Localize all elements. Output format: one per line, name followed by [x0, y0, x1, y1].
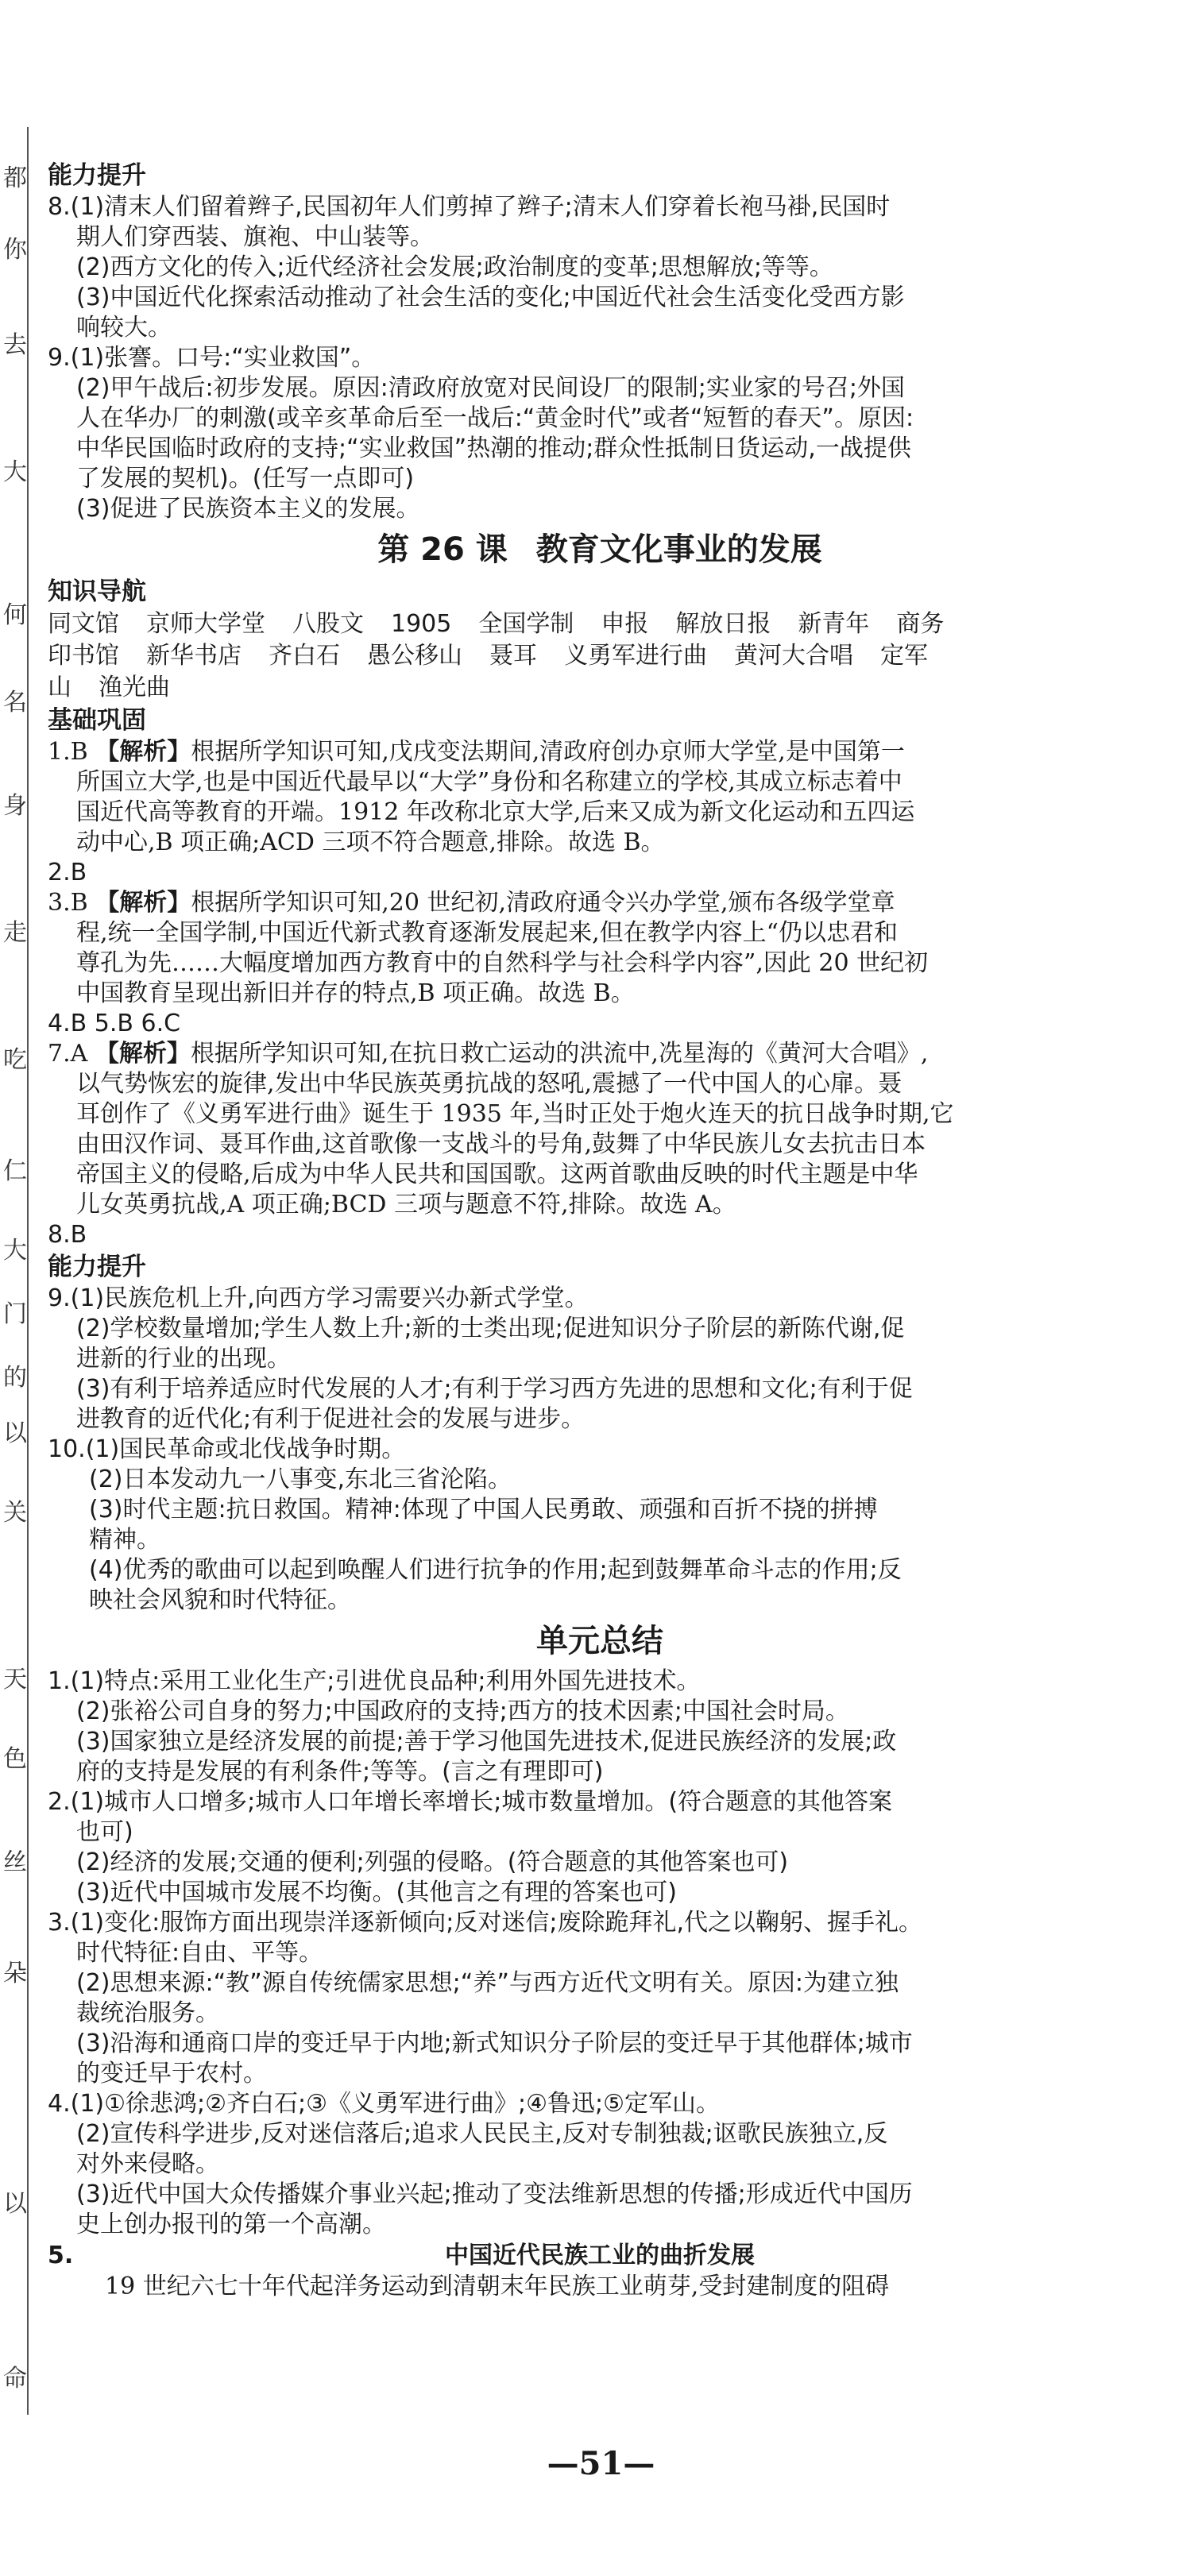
answer-line: 响较大。: [76, 314, 172, 342]
answer-line: (2)甲午战后:初步发展。原因:清政府放宽对民间设厂的限制;实业家的号召;外国: [76, 374, 905, 402]
answer-line: 由田汉作词、聂耳作曲,这首歌像一支战斗的号角,鼓舞了中华民族儿女去抗击日本: [76, 1130, 926, 1158]
answer-2: 2.B: [48, 859, 87, 886]
answer-line: 9.(1)张謇。口号:“实业救国”。: [48, 344, 376, 372]
answer-line: 儿女英勇抗战,A 项正确;BCD 三项与题意不符,排除。故选 A。: [76, 1191, 736, 1218]
vocab-term: 义勇军进行曲: [564, 642, 707, 670]
binding-glyph: 身: [3, 792, 27, 820]
vocab-term: 新青年: [798, 610, 870, 638]
vocab-term: 京师大学堂: [146, 610, 265, 638]
answer-line: 1.(1)特点:采用工业化生产;引进优良品种;利用外国先进技术。: [48, 1667, 701, 1695]
page-number: —51—: [547, 2445, 655, 2482]
vocab-row: [48, 640, 1152, 672]
answer-line: (2)日本发动九一八事变,东北三省沦陷。: [89, 1466, 512, 1493]
answer-line: 8.(1)清末人们留着辫子,民国初年人们剪掉了辫子;清末人们穿着长袍马褂,民国时: [48, 193, 891, 221]
answer-line: (2)经济的发展;交通的便利;列强的侵略。(符合题意的其他答案也可): [76, 1848, 789, 1876]
lesson-name: 教育文化事业的发展: [535, 531, 822, 568]
binding-glyph: 仁: [3, 1157, 27, 1185]
vocab-row: [48, 608, 1152, 640]
analysis-tag: 【解析】: [95, 889, 191, 917]
binding-glyph: 丝: [3, 1848, 27, 1876]
answer-line: 程,统一全国学制,中国近代新式教育逐渐发展起来,但在教学内容上“仍以忠君和: [76, 919, 898, 947]
vocab-term: 八股文: [292, 610, 364, 638]
answer-line: 9.(1)民族危机上升,向西方学习需要兴办新式学堂。: [48, 1284, 589, 1312]
essay-title: 中国近代民族工业的曲折发展: [445, 2242, 755, 2269]
answer-line: 国近代高等教育的开端。1912 年改称北京大学,后来又成为新文化运动和五四运: [76, 798, 915, 826]
vocab-term: 山: [48, 674, 72, 701]
vocab-term: 全国学制: [478, 610, 574, 638]
answer-line: (3)时代主题:抗日救国。精神:体现了中国人民勇敢、顽强和百折不挠的拼搏: [89, 1496, 878, 1524]
answer-line: 以气势恢宏的旋律,发出中华民族英勇抗战的怒吼,震撼了一代中国人的心扉。聂: [76, 1070, 902, 1098]
answer-line: (3)有利于培养适应时代发展的人才;有利于学习西方先进的思想和文化;有利于促: [76, 1375, 913, 1403]
summary-1: [48, 1666, 1152, 1787]
binding-glyph: 以: [3, 2190, 27, 2218]
answer-line: (3)近代中国大众传播媒介事业兴起;推动了变法维新思想的传播;形成近代中国历: [76, 2180, 913, 2208]
answer-line: (2)宣传科学进步,反对迷信落后;追求人民民主,反对专制独裁;讴歌民族独立,反: [76, 2120, 888, 2148]
binding-glyph: 大: [3, 458, 27, 486]
vocab-term: 愚公移山: [367, 642, 462, 670]
section-heading-knowledge: 知识导航: [48, 577, 146, 606]
binding-glyph: 去: [3, 331, 27, 359]
answer-line: 府的支持是发展的有利条件;等等。(言之有理即可): [76, 1758, 604, 1786]
answer-9: [48, 343, 1152, 524]
answer-line: 4.(1)①徐悲鸿;②齐白石;③《义勇军进行曲》;④鲁迅;⑤定军山。: [48, 2090, 721, 2118]
answer-line: 精神。: [89, 1526, 160, 1554]
answer-line: 耳创作了《义勇军进行曲》诞生于 1935 年,当时正处于炮火连天的抗日战争时期,它: [76, 1100, 954, 1128]
answer-line: (3)国家独立是经济发展的前提;善于学习他国先进技术,促进民族经济的发展;政: [76, 1728, 897, 1755]
section-heading-ability-2: 能力提升: [48, 1253, 146, 1281]
binding-glyph: 关: [3, 1499, 27, 1527]
answer-10: [48, 1435, 1152, 1616]
answer-line: 10.(1)国民革命或北伐战争时期。: [48, 1435, 406, 1463]
answer-line: 进教育的近代化;有利于促进社会的发展与进步。: [76, 1405, 586, 1433]
answer-line: (3)沿海和通商口岸的变迁早于内地;新式知识分子阶层的变迁早于其他群体;城市: [76, 2030, 913, 2057]
vocab-row: [48, 672, 1152, 704]
answer-8b: 8.B: [48, 1221, 87, 1249]
answer-line: 3.B 【解析】根据所学知识可知,20 世纪初,清政府通令兴办学堂,颁布各级学堂章: [48, 889, 895, 917]
binding-glyph: 大: [3, 1237, 27, 1265]
answer-line: 动中心,B 项正确;ACD 三项不符合题意,排除。故选 B。: [76, 828, 665, 856]
answer-4-5-6: 4.B 5.B 6.C: [48, 1010, 181, 1037]
binding-glyph: 命: [3, 2365, 27, 2393]
answer-9b: [48, 1284, 1152, 1435]
vocab-term: 新华书店: [146, 642, 242, 670]
answer-3: [48, 888, 1152, 1009]
answer-line: 1.B 【解析】根据所学知识可知,戊戌变法期间,清政府创办京师大学堂,是中国第一: [48, 738, 905, 766]
answer-line: (3)近代中国城市发展不均衡。(其他言之有理的答案也可): [76, 1879, 677, 1906]
answer-line: 时代特征:自由、平等。: [76, 1939, 323, 1967]
answer-line: (3)中国近代化探索活动推动了社会生活的变化;中国近代社会生活变化受西方影: [76, 284, 905, 311]
vocab-term: 渔光曲: [99, 674, 170, 701]
answer-line: (2)学校数量增加;学生人数上升;新的士类出现;促进知识分子阶层的新陈代谢,促: [76, 1315, 905, 1342]
answer-line: 中华民国临时政府的支持;“实业救国”热潮的推动;群众性抵制日货运动,一战提供: [76, 434, 911, 462]
answer-line: (2)思想来源:“教”源自传统儒家思想;“养”与西方近代文明有关。原因:为建立独: [76, 1969, 899, 1997]
answer-line: 的变迁早于农村。: [76, 2060, 267, 2087]
binding-glyph: 你: [3, 236, 27, 264]
summary-5-heading: [48, 2240, 1152, 2272]
answer-line: 裁统治服务。: [76, 1999, 219, 2027]
binding-glyph: 天: [3, 1666, 27, 1694]
binding-glyph: 走: [3, 919, 27, 947]
binding-glyph: 色: [3, 1745, 27, 1773]
unit-summary-title: 单元总结: [536, 1623, 663, 1659]
page-content: [48, 159, 1152, 2302]
analysis-tag: 【解析】: [95, 1040, 191, 1068]
vocab-term: 申报: [601, 610, 649, 638]
answer-1: [48, 737, 1152, 858]
vocab-term: 商务: [896, 610, 945, 638]
binding-margin: [0, 127, 29, 2415]
answer-line: 7.A 【解析】根据所学知识可知,在抗日救亡运动的洪流中,冼星海的《黄河大合唱》,: [48, 1040, 929, 1068]
answer-line: 进新的行业的出现。: [76, 1345, 291, 1373]
summary-3: [48, 1908, 1152, 2089]
answer-line: 期人们穿西装、旗袍、中山装等。: [76, 223, 434, 251]
binding-glyph: 吃: [3, 1046, 27, 1074]
summary-4: [48, 2089, 1152, 2240]
answer-line: 中国教育呈现出新旧并存的特点,B 项正确。故选 B。: [76, 979, 635, 1007]
vocab-term: 解放日报: [675, 610, 771, 638]
binding-glyph: 何: [3, 601, 27, 629]
answer-7: [48, 1039, 1152, 1220]
vocab-term: 聂耳: [489, 642, 537, 670]
analysis-tag: 【解析】: [95, 738, 191, 766]
vocab-term: 同文馆: [48, 610, 119, 638]
vocab-term: 黄河大合唱: [734, 642, 853, 670]
answer-line: 2.(1)城市人口增多;城市人口年增长率增长;城市数量增加。(符合题意的其他答案: [48, 1788, 893, 1816]
answer-line: 史上创办报刊的第一个高潮。: [76, 2211, 386, 2238]
answer-line: 也可): [76, 1818, 133, 1846]
summary-2: [48, 1787, 1152, 1908]
vocab-term: 定军: [880, 642, 928, 670]
answer-line: 帝国主义的侵略,后成为中华人民共和国国歌。这两首歌曲反映的时代主题是中华: [76, 1161, 918, 1188]
essay-text: 19 世纪六七十年代起洋务运动到清朝末年民族工业萌芽,受封建制度的阻碍: [105, 2273, 890, 2300]
answer-line: 对外来侵略。: [76, 2150, 219, 2178]
answer-8: [48, 192, 1152, 343]
binding-glyph: 都: [3, 164, 27, 192]
answer-line: (3)促进了民族资本主义的发展。: [76, 495, 420, 523]
answer-line: (2)张裕公司自身的努力;中国政府的支持;西方的技术因素;中国社会时局。: [76, 1697, 849, 1725]
lesson-number: 第 26 课: [377, 531, 508, 568]
answer-line: (4)优秀的歌曲可以起到唤醒人们进行抗争的作用;起到鼓舞革命斗志的作用;反: [89, 1556, 902, 1584]
lesson-title: [48, 524, 1152, 575]
summary-5-number: 5.: [48, 2242, 74, 2269]
binding-glyph: 以: [3, 1419, 27, 1447]
binding-glyph: 的: [3, 1364, 27, 1392]
vocab-term: 印书馆: [48, 642, 119, 670]
answer-line: 所国立大学,也是中国近代最早以“大学”身份和名称建立的学校,其成立标志着中: [76, 768, 902, 796]
answer-line: 尊孔为先……大幅度增加西方教育中的自然科学与社会科学内容”,因此 20 世纪初: [76, 949, 929, 977]
answer-line: 了发展的契机)。(任写一点即可): [76, 465, 415, 492]
binding-glyph: 朵: [3, 1960, 27, 1987]
binding-glyph: 名: [3, 689, 27, 716]
vocab-term: 1905: [391, 610, 452, 638]
section-heading-ability-1: 能力提升: [48, 161, 146, 190]
vocab-term: 齐白石: [269, 642, 340, 670]
answer-line: 映社会风貌和时代特征。: [89, 1586, 351, 1614]
section-heading-basic: 基础巩固: [48, 706, 146, 735]
answer-line: 3.(1)变化:服饰方面出现崇洋逐新倾向;反对迷信;废除跪拜礼,代之以鞠躬、握手礼。: [48, 1909, 922, 1937]
answer-line: 人在华办厂的刺激(或辛亥革命后至一战后:“黄金时代”或者“短暂的春天”。原因:: [76, 404, 914, 432]
answer-line: (2)西方文化的传入;近代经济社会发展;政治制度的变革;思想解放;等等。: [76, 253, 833, 281]
binding-glyph: 门: [3, 1300, 27, 1328]
